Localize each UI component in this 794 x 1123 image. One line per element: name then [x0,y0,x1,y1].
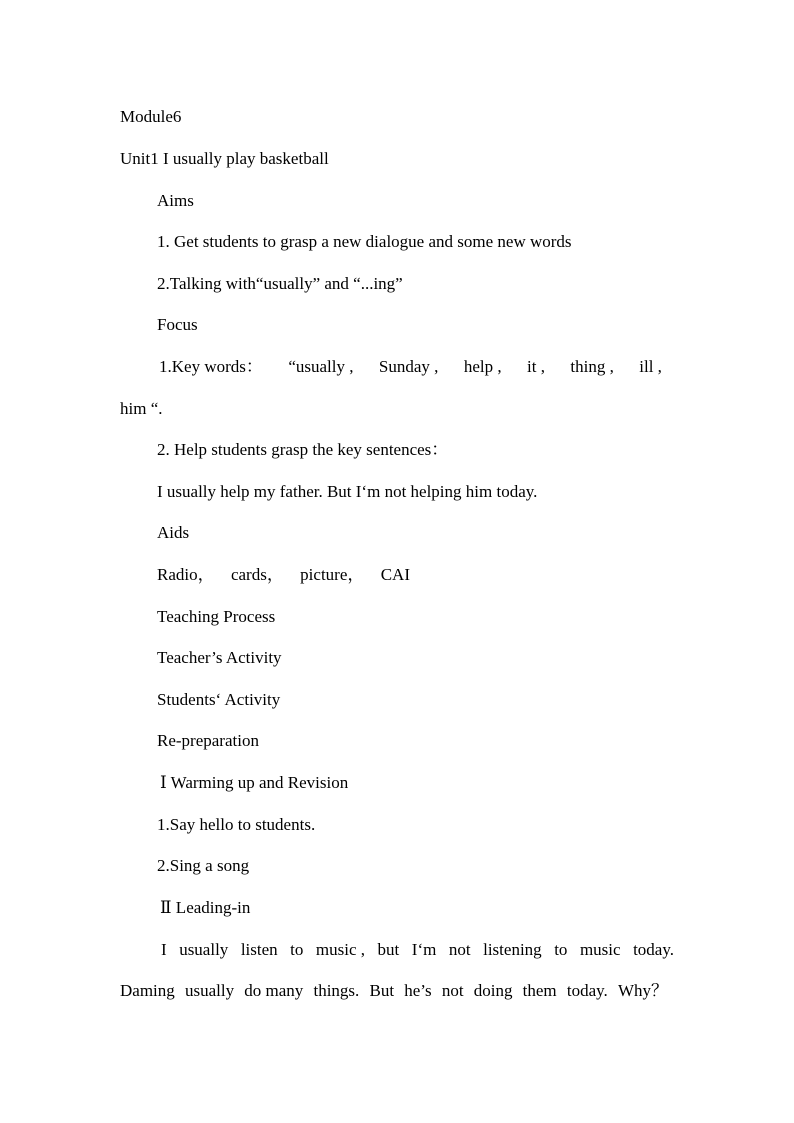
leading-word: doing [473,981,513,1000]
step-2: 2.Sing a song [157,856,250,875]
aids-item: CAI [380,565,410,584]
focus-heading: Focus [157,315,198,334]
key-words-item: thing , [570,357,614,376]
leading-word: music , [315,940,366,959]
leading-word: usually [184,981,235,1000]
module-title: Module6 [120,107,182,126]
leading-word: not [441,981,464,1000]
aids-item: Radio， [157,565,215,584]
teaching-process: Teaching Process [157,607,276,626]
leading-word: he’s [404,981,432,1000]
leading-word: listening [483,940,542,959]
leading-word: today. [633,940,674,959]
leading-word: music [579,940,621,959]
students-activity: Students‘ Activity [157,690,281,709]
leading-word: I [161,940,167,959]
leading-word: usually [179,940,229,959]
teachers-activity: Teacher’s Activity [157,648,282,667]
aim-1: 1. Get students to grasp a new dialogue and some new words [157,232,572,251]
leading-word: but [377,940,400,959]
leading-word: to [290,940,304,959]
re-preparation: Re-preparation [157,731,259,750]
key-words-end: him “. [120,399,163,418]
section-leading-in: Ⅱ Leading-in [160,898,251,917]
aids-item: cards， [230,565,284,584]
section-warming-up: Ⅰ Warming up and Revision [160,773,349,792]
leading-word: not [448,940,471,959]
key-words-line [159,357,662,377]
key-words-item: Sunday , [378,357,439,376]
key-words-item: 1.Key words： [159,357,263,376]
aim-2: 2.Talking with“usually” and “...ing” [157,274,403,293]
aids-item: picture， [300,565,365,584]
leading-word: things. [313,981,360,1000]
leading-word: do many [244,981,304,1000]
key-words-item: “usually , [288,357,354,376]
leading-line-1 [161,940,674,960]
leading-word: them [522,981,557,1000]
aids-line [157,565,410,585]
unit-title: Unit1 I usually play basketball [120,149,329,168]
leading-word: Why？ [617,981,668,1000]
key-words-item: help , [463,357,502,376]
leading-word: listen [240,940,278,959]
key-sentence: I usually help my father. But I‘m not helping him today. [157,482,538,501]
aims-heading: Aims [157,191,194,210]
leading-word: to [554,940,568,959]
key-words-item: ill , [639,357,662,376]
step-1: 1.Say hello to students. [157,815,316,834]
key-words-item: it , [527,357,545,376]
leading-line-2 [120,981,668,1001]
leading-word: today. [566,981,608,1000]
leading-word: Daming [120,981,175,1000]
key-sentences-intro: 2. Help students grasp the key sentences： [157,440,449,459]
leading-word: I‘m [411,940,437,959]
leading-word: But [369,981,395,1000]
aids-heading: Aids [157,523,190,542]
